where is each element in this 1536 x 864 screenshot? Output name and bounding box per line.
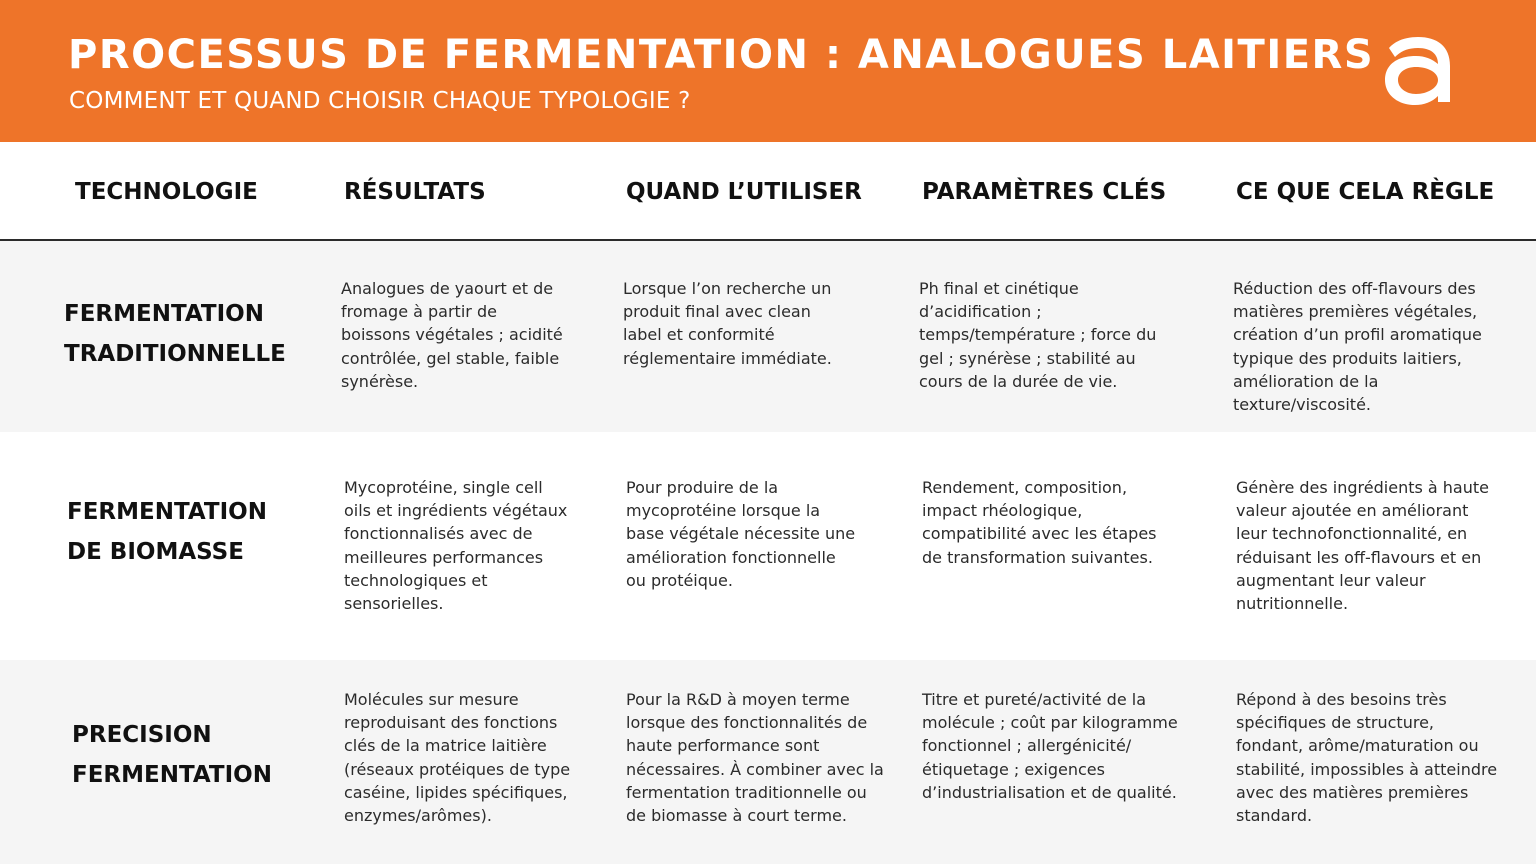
results-cell: Analogues de yaourt et de fromage à partir de boissons végétales ; acidité contrôlée, gel stable, faible synérèse. [341, 279, 563, 391]
key-parameters-cell: Rendement, composition, impact rhéologique, compatibilité avec les étapes de transformation suivantes. [922, 478, 1157, 567]
column-header-parametres-cles: PARAMÈTRES CLÉS [922, 179, 1167, 205]
brand-logo [1380, 34, 1456, 106]
when-to-use-cell: Pour la R&D à moyen terme lorsque des fonctionnalités de haute performance sont nécessaires. À combiner avec la fermentation traditionnelle ou de biomasse à court terme. [626, 690, 884, 826]
table-row-precision-fermentation [0, 660, 1536, 864]
results-cell: Molécules sur mesure reproduisant des fonctions clés de la matrice laitière (réseaux protéiques de type caséine, lipides spécifiques, enzymes/arômes). [344, 690, 571, 826]
technology-label: FERMENTATION DE BIOMASSE [67, 499, 267, 565]
column-header-row [0, 142, 1536, 241]
page-title: PROCESSUS DE FERMENTATION : ANALOGUES LAITIERS [68, 32, 1375, 78]
technology-label: FERMENTATION TRADITIONNELLE [64, 301, 286, 367]
technology-label: PRECISION FERMENTATION [72, 722, 272, 788]
results-cell: Mycoprotéine, single cell oils et ingrédients végétaux fonctionnalisés avec de meilleures performances technologiques et sensorielles. [344, 478, 568, 614]
what-it-solves-cell: Répond à des besoins très spécifiques de structure, fondant, arôme/maturation ou stabilité, impossibles à atteindre avec des matières premières standard. [1236, 690, 1498, 826]
what-it-solves-cell: Réduction des off-flavours des matières premières végétales, création d’un profil aromatique typique des produits laitiers, amélioration de la texture/viscosité. [1233, 279, 1482, 415]
column-header-resultats: RÉSULTATS [344, 179, 486, 205]
column-header-ce-que-cela-regle: CE QUE CELA RÈGLE [1236, 179, 1495, 205]
key-parameters-cell: Ph final et cinétique d’acidification ; temps/température ; force du gel ; synérèse ; stabilité au cours de la durée de vie. [919, 279, 1157, 391]
column-header-technologie: TECHNOLOGIE [75, 179, 258, 205]
what-it-solves-cell: Génère des ingrédients à haute valeur ajoutée en améliorant leur technofonctionnalité, en réduisant les off-flavours et en augmentant leur valeur nutritionnelle. [1236, 478, 1489, 614]
key-parameters-cell: Titre et pureté/activité de la molécule ; coût par kilogramme fonctionnel ; allergénicité/ étiquetage ; exigences d’industrialisation et de qualité. [922, 690, 1178, 802]
when-to-use-cell: Pour produire de la mycoprotéine lorsque la base végétale nécessite une amélioration fonctionnelle ou protéique. [626, 478, 856, 590]
when-to-use-cell: Lorsque l’on recherche un produit final avec clean label et conformité réglementaire immédiate. [623, 279, 832, 368]
table-row-fermentation-traditionnelle [0, 241, 1536, 432]
column-header-quand-utiliser: QUAND L’UTILISER [626, 179, 862, 205]
page-subtitle: COMMENT ET QUAND CHOISIR CHAQUE TYPOLOGIE ? [69, 88, 691, 114]
table-row-fermentation-biomasse [0, 432, 1536, 660]
header-banner [0, 0, 1536, 142]
